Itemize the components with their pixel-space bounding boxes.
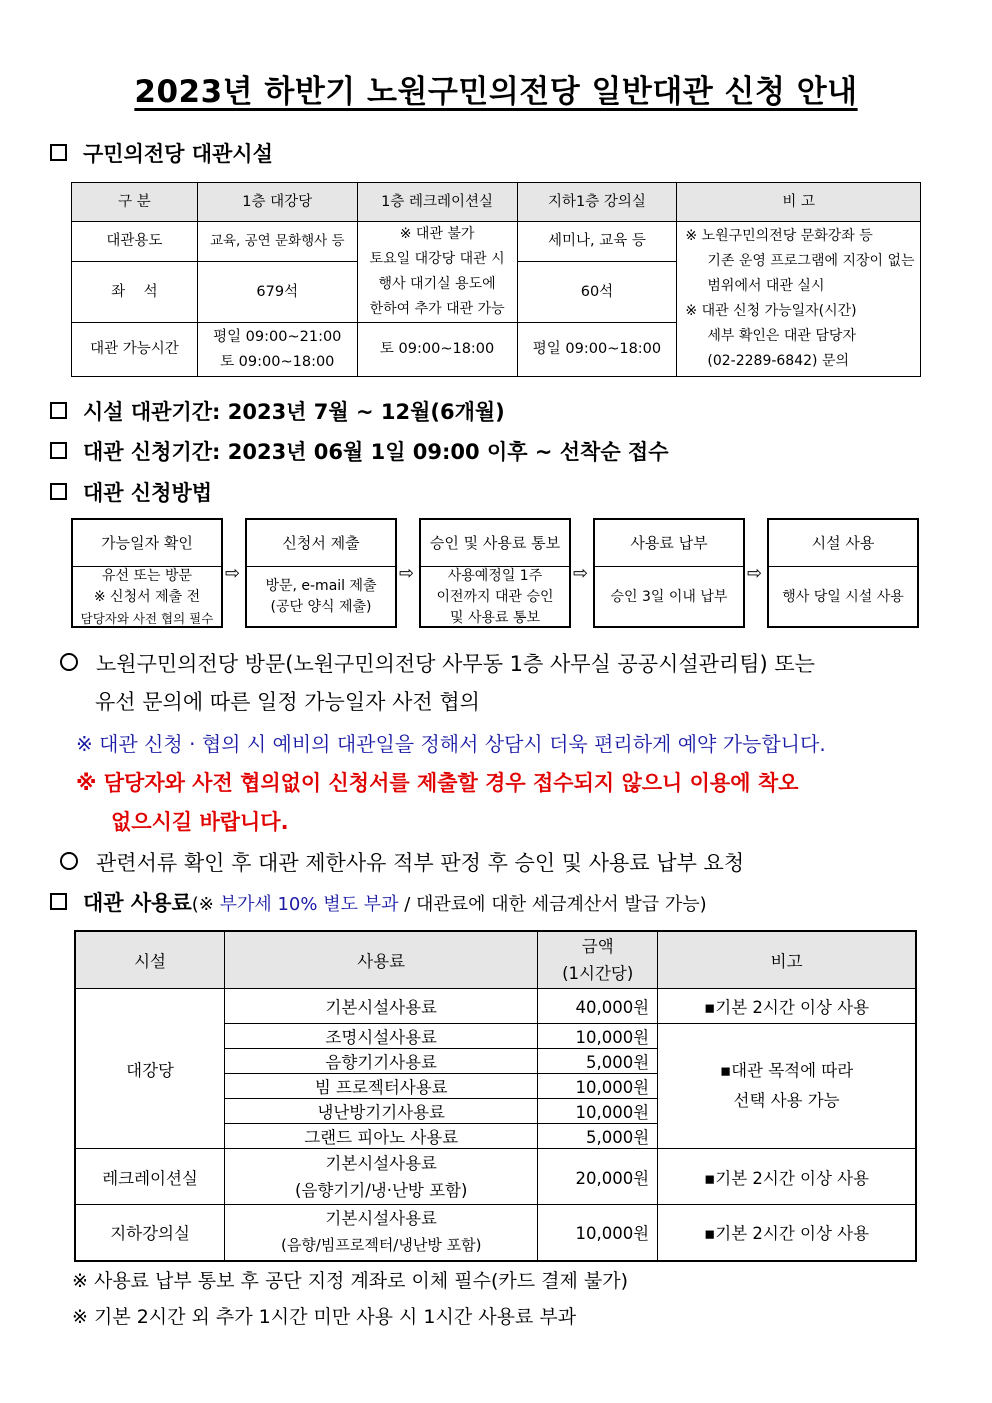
flow-line: (공단 양식 제출) (270, 599, 372, 615)
fee-remark: ▪기본 2시간 이상 사용 (658, 989, 916, 1024)
rec-note-line: 한하여 추가 대관 가능 (369, 301, 505, 317)
header-cell: 비고 (658, 931, 916, 989)
checkbox-square-icon (50, 402, 67, 419)
table-cell: 교육, 공연 문화행사 등 (197, 222, 357, 262)
arrow-right-icon: ⇨ (225, 563, 241, 584)
fee-amount: 5,000원 (538, 1049, 658, 1074)
fee-item: 조명시설사용료 (225, 1024, 538, 1049)
flow-line: 승인 3일 이내 납부 (610, 588, 728, 605)
header-cell: 지하1층 강의실 (517, 183, 677, 222)
fee-item-line: 기본시설사용료 (325, 1209, 437, 1229)
fee-remark (658, 1024, 916, 1149)
header-cell: 1층 레크레이션실 (357, 183, 517, 222)
flow-step (71, 518, 223, 628)
paragraph-line: 노원구민의전당 방문(노원구민의전당 사무동 1층 사무실 공공시설관리팀) 또는 (96, 652, 815, 676)
fee-remark: ▪기본 2시간 이상 사용 (658, 1205, 916, 1261)
remark-line: 세부 확인은 대관 담당자 (707, 328, 856, 344)
footer-note: ※ 사용료 납부 통보 후 공단 지정 계좌로 이체 필수(카드 결제 불가) (72, 1270, 629, 1292)
table-cell: 평일 09:00~18:00 (517, 323, 677, 377)
flow-step (245, 518, 397, 628)
paragraph-review (60, 847, 744, 877)
fee-amount: 10,000원 (538, 1024, 658, 1049)
fee-item (225, 1205, 538, 1261)
table-row (75, 1205, 916, 1261)
fee-item: 기본시설사용료 (225, 989, 538, 1024)
fee-amount: 40,000원 (538, 989, 658, 1024)
fee-item: 냉난방기기사용료 (225, 1099, 538, 1124)
table-cell: 679석 (197, 262, 357, 323)
section-apply-label: 대관 신청기간: 2023년 06월 1일 09:00 이후 ~ 선착순 접수 (83, 440, 669, 464)
arrow-right-icon: ⇨ (399, 563, 415, 584)
flow-line: 담당자와 사전 협의 필수 (80, 610, 214, 626)
note-red: ※ 담당자와 사전 협의없이 신청서를 제출할 경우 접수되지 않으니 이용에 착오 (76, 771, 799, 795)
remarks-cell (677, 222, 921, 377)
fee-table-header (75, 931, 916, 989)
section-method-label: 대관 신청방법 (83, 481, 213, 505)
flow-step (593, 518, 745, 628)
fee-item-line: (음향기기/냉·난방 포함) (295, 1180, 468, 1200)
flow-step-title: 사용료 납부 (595, 520, 743, 567)
row-label: 좌 석 (72, 262, 198, 323)
note-red-cont: 없으시길 바랍니다. (111, 810, 289, 834)
rec-note-line: 토요일 대강당 대관 시 (369, 251, 505, 267)
flow-line: 방문, e-mail 제출 (265, 578, 377, 594)
header-cell: 사용료 (225, 931, 538, 989)
fee-remark: ▪기본 2시간 이상 사용 (658, 1149, 916, 1205)
fee-note-vat: 부가세 10% 별도 부과 (219, 894, 399, 915)
page-title: 2023년 하반기 노원구민의전당 일반대관 신청 안내 (134, 74, 858, 110)
fee-table (74, 930, 917, 1262)
table-row (72, 222, 921, 262)
fee-amount: 10,000원 (538, 1074, 658, 1099)
fee-item-line: 기본시설사용료 (325, 1153, 437, 1173)
rec-note-cell (357, 222, 517, 323)
remark-line: ▪대관 목적에 따라 (719, 1061, 854, 1080)
remark-line: 범위에서 대관 실시 (707, 278, 825, 294)
flow-step-body (247, 567, 395, 627)
row-label: 대관용도 (72, 222, 198, 262)
rec-note-line: 행사 대기실 용도에 (378, 276, 496, 292)
fee-amount: 10,000원 (538, 1205, 658, 1261)
header-line: 금액 (581, 937, 614, 956)
paragraph-line: 관련서류 확인 후 대관 제한사유 적부 판정 후 승인 및 사용료 납부 요청 (96, 851, 745, 875)
flow-step-title: 신청서 제출 (247, 520, 395, 567)
section-period-label: 시설 대관기간: 2023년 7월 ~ 12월(6개월) (83, 400, 505, 424)
paragraph-line: 유선 문의에 따른 일정 가능일자 사전 협의 (95, 690, 480, 714)
fee-item: 음향기기사용료 (225, 1049, 538, 1074)
flow-step (419, 518, 571, 628)
flow-line: 유선 또는 방문 (101, 567, 193, 584)
flow-line: 행사 당일 시설 사용 (782, 588, 904, 605)
flow-line: 및 사용료 통보 (449, 609, 541, 626)
header-line: (1시간당) (562, 964, 634, 983)
section-fee-label: 대관 사용료 (83, 891, 192, 915)
checkbox-square-icon (50, 893, 67, 910)
rec-note-line: ※ 대관 불가 (399, 226, 475, 242)
flow-line: 사용예정일 1주 (447, 567, 543, 584)
fee-amount: 20,000원 (538, 1149, 658, 1205)
flow-step-body (595, 567, 743, 627)
arrow-right-icon: ⇨ (747, 563, 763, 584)
remark-line: 선택 사용 가능 (733, 1091, 840, 1110)
arrow-right-icon: ⇨ (573, 563, 589, 584)
fee-item: 빔 프로젝터사용료 (225, 1074, 538, 1099)
flow-step (767, 518, 919, 628)
note-blue: ※ 대관 신청 · 협의 시 예비의 대관일을 정해서 상담시 더욱 편리하게 예약 가능합니다. (76, 732, 826, 756)
section-fee (50, 887, 707, 917)
checkbox-square-icon (50, 483, 67, 500)
time-line: 평일 09:00~21:00 (213, 328, 342, 345)
header-cell: 비 고 (677, 183, 921, 222)
table-cell: 세미나, 교육 등 (517, 222, 677, 262)
table-row (75, 1149, 916, 1205)
section-facility (50, 138, 273, 168)
row-label: 대관 가능시간 (72, 323, 198, 377)
footer-note: ※ 기본 2시간 외 추가 1시간 미만 사용 시 1시간 사용료 부과 (72, 1306, 577, 1328)
flow-step-title: 승인 및 사용료 통보 (421, 520, 569, 567)
facility-table-header (72, 183, 921, 222)
remark-line: ※ 노원구민의전당 문화강좌 등 (685, 228, 873, 244)
section-apply (50, 436, 669, 466)
facility-cell: 레크레이션실 (75, 1149, 225, 1205)
section-period (50, 396, 505, 426)
flow-step-body (73, 567, 221, 627)
fee-item-line: (음향/빔프로젝터/냉난방 포함) (280, 1236, 482, 1255)
header-cell: 시설 (75, 931, 225, 989)
facility-cell: 지하강의실 (75, 1205, 225, 1261)
remark-line: ※ 대관 신청 가능일자(시간) (685, 303, 857, 319)
fee-note: / 대관료에 대한 세금계산서 발급 가능) (398, 894, 707, 915)
table-row (75, 989, 916, 1024)
flow-step-body (421, 567, 569, 627)
fee-amount: 5,000원 (538, 1124, 658, 1149)
table-cell: 토 09:00~18:00 (357, 323, 517, 377)
flow-step-body (769, 567, 917, 627)
facility-table (71, 182, 921, 377)
fee-item: 그랜드 피아노 사용료 (225, 1124, 538, 1149)
section-method (50, 477, 212, 507)
facility-cell: 대강당 (75, 989, 225, 1149)
table-cell: 60석 (517, 262, 677, 323)
remark-line: (02-2289-6842) 문의 (707, 353, 849, 369)
fee-amount: 10,000원 (538, 1099, 658, 1124)
bullet-circle-icon (60, 852, 78, 870)
header-cell: 1층 대강당 (197, 183, 357, 222)
flow-line: 이전까지 대관 승인 (436, 588, 554, 605)
paragraph-visit (60, 648, 815, 678)
flow-line: ※ 신청서 제출 전 (93, 588, 201, 605)
fee-note: (※ (191, 894, 220, 915)
header-cell: 구 분 (72, 183, 198, 222)
section-facility-label: 구민의전당 대관시설 (83, 142, 273, 166)
flow-step-title: 시설 사용 (769, 520, 917, 567)
header-cell (538, 931, 658, 989)
remark-line: 기존 운영 프로그램에 지장이 없는 (707, 253, 915, 269)
time-line: 토 09:00~18:00 (220, 353, 335, 370)
checkbox-square-icon (50, 442, 67, 459)
checkbox-square-icon (50, 144, 67, 161)
table-cell (197, 323, 357, 377)
flow-step-title: 가능일자 확인 (73, 520, 221, 567)
bullet-circle-icon (60, 653, 78, 671)
fee-item (225, 1149, 538, 1205)
